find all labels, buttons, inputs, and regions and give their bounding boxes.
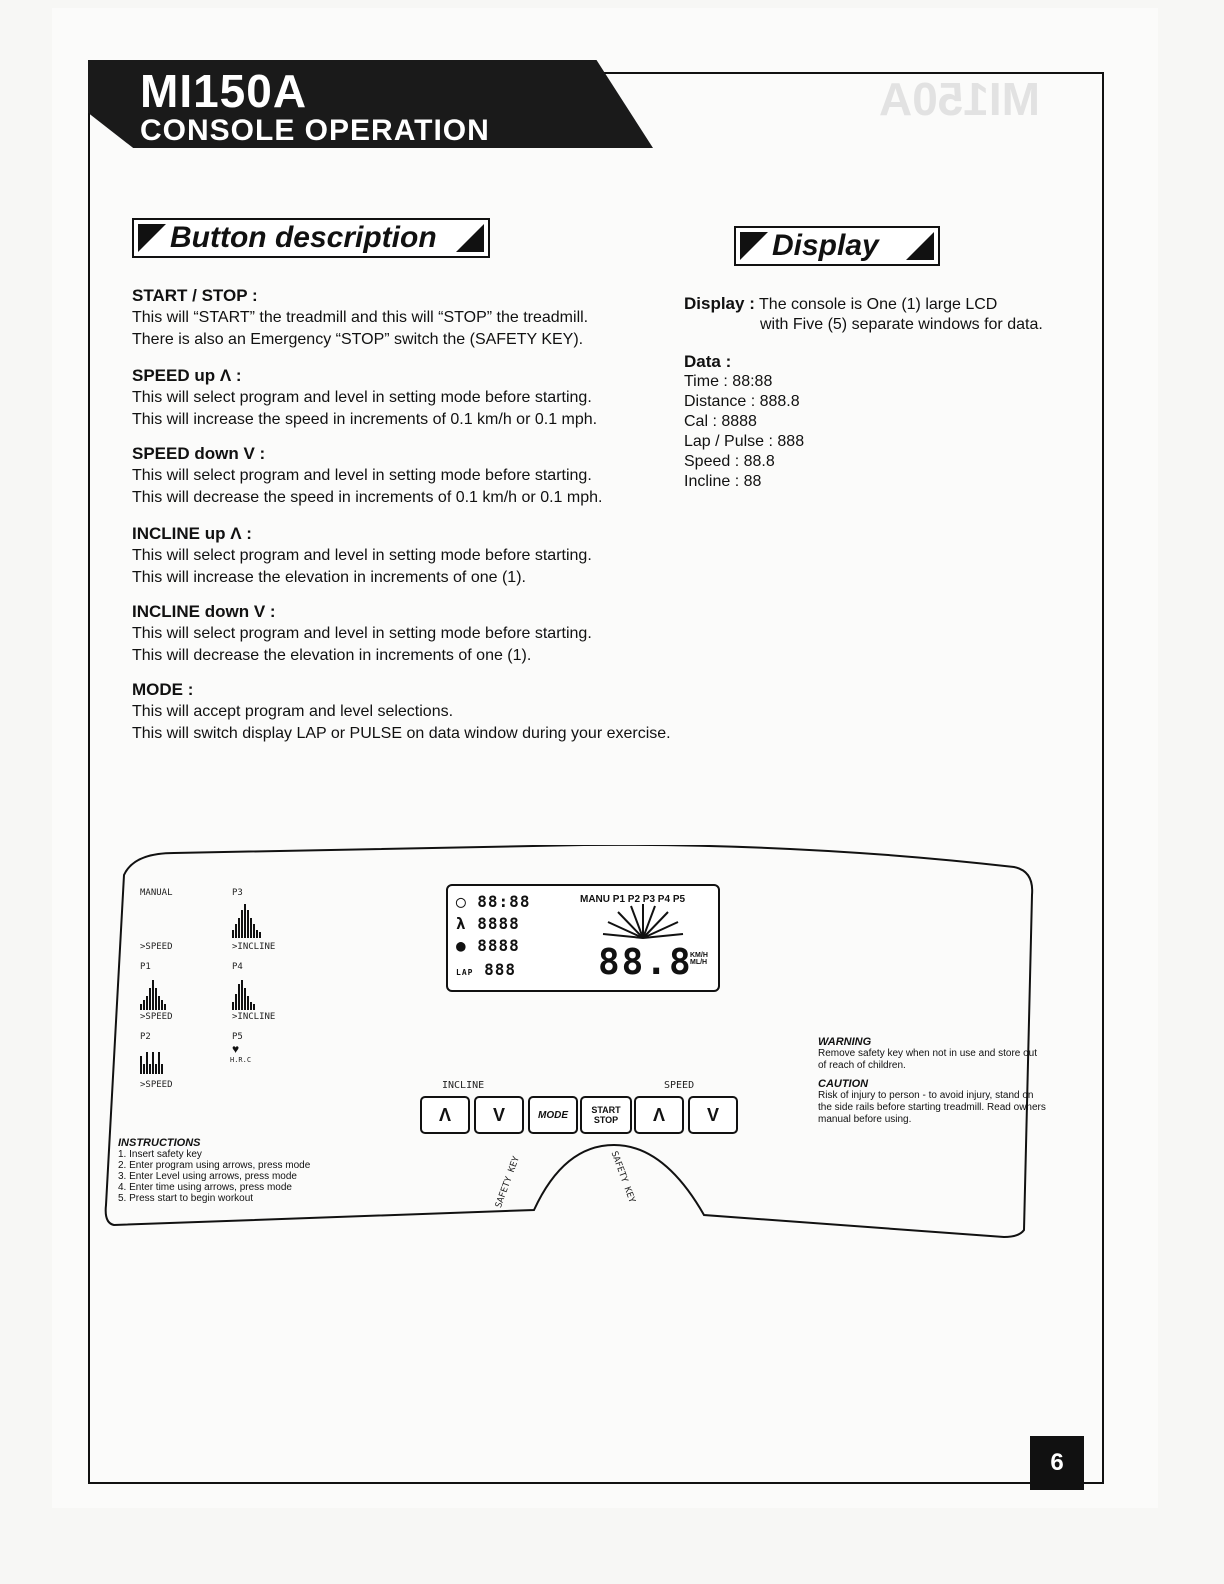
data-item: Incline : 88 bbox=[684, 473, 762, 490]
p3-label: P3 bbox=[232, 888, 243, 898]
display-line: with Five (5) separate windows for data. bbox=[760, 316, 1043, 333]
lcd-speed: 88.8 bbox=[598, 942, 693, 983]
incline-down-button[interactable]: V bbox=[474, 1096, 524, 1134]
triangle-right-icon bbox=[456, 224, 484, 252]
desc-title: SPEED up Λ : bbox=[132, 366, 242, 385]
caution-text: Risk of injury to person - to avoid injury, stand on the side rails before starting treadmill. Read owners manual before using. bbox=[818, 1090, 1046, 1125]
calorie-icon: ● bbox=[456, 936, 467, 955]
display-heading bbox=[734, 226, 940, 266]
desc-line: This will select program and level in setting mode before starting. bbox=[132, 547, 592, 564]
desc-line: There is also an Emergency “STOP” switch the (SAFETY KEY). bbox=[132, 331, 584, 348]
data-list bbox=[684, 352, 804, 492]
heart-icon: ♥ bbox=[232, 1042, 240, 1056]
incline-key-label: INCLINE bbox=[442, 1080, 485, 1091]
speed-profile-label: >SPEED bbox=[140, 1080, 173, 1090]
desc-title: START / STOP : bbox=[132, 286, 258, 305]
lcd-calories: 8888 bbox=[477, 936, 520, 955]
p4-label: P4 bbox=[232, 962, 243, 972]
p5-label: P5 bbox=[232, 1032, 243, 1042]
start-stop-desc bbox=[132, 286, 672, 350]
p1-profile bbox=[140, 980, 167, 1012]
speed-profile-label: >SPEED bbox=[140, 1012, 173, 1022]
heading-text: Display bbox=[772, 229, 879, 262]
speed-up-button[interactable]: Λ bbox=[634, 1096, 684, 1134]
desc-line: This will decrease the elevation in increments of one (1). bbox=[132, 647, 532, 664]
lcd-distance: 8888 bbox=[477, 914, 520, 933]
triangle-right-icon bbox=[906, 232, 934, 260]
desc-line: This will select program and level in setting mode before starting. bbox=[132, 467, 592, 484]
model-title: MI150A bbox=[140, 65, 308, 117]
speed-profile-label: >SPEED bbox=[140, 942, 173, 952]
speed-key-label: SPEED bbox=[664, 1080, 695, 1091]
desc-title: INCLINE up Λ : bbox=[132, 524, 252, 543]
page-number: 6 bbox=[1030, 1436, 1084, 1490]
speed-up-desc bbox=[132, 366, 672, 430]
p3-profile bbox=[232, 904, 262, 944]
caution-title: CAUTION bbox=[818, 1078, 869, 1090]
button-description-heading bbox=[132, 218, 490, 258]
clock-icon: ◯ bbox=[456, 892, 467, 911]
instruction-item: 4. Enter time using arrows, press mode bbox=[118, 1182, 292, 1193]
lap-label: LAP bbox=[456, 968, 474, 977]
desc-line: This will increase the speed in increments of 0.1 km/h or 0.1 mph. bbox=[132, 411, 598, 428]
speed-down-desc bbox=[132, 444, 672, 508]
p2-profile bbox=[140, 1052, 164, 1078]
incline-down-desc bbox=[132, 602, 672, 666]
instructions-block bbox=[118, 1138, 310, 1204]
section-title: CONSOLE OPERATION bbox=[140, 114, 490, 147]
manual-label: MANUAL bbox=[140, 888, 173, 898]
unit-label: KM/H ML/H bbox=[690, 952, 708, 966]
lcd-screen bbox=[446, 884, 720, 992]
warning-block bbox=[818, 1036, 1048, 1072]
instruction-item: 2. Enter program using arrows, press mode bbox=[118, 1160, 311, 1171]
triangle-left-icon bbox=[740, 232, 768, 260]
desc-line: This will select program and level in setting mode before starting. bbox=[132, 389, 592, 406]
incline-up-desc bbox=[132, 524, 672, 588]
desc-title: SPEED down V : bbox=[132, 444, 266, 463]
mode-button[interactable]: MODE bbox=[528, 1096, 578, 1134]
lcd-time: 88:88 bbox=[477, 892, 531, 911]
data-label: Data : bbox=[684, 352, 732, 371]
data-item: Speed : 88.8 bbox=[684, 453, 775, 470]
desc-line: This will “START” the treadmill and this will “STOP” the treadmill. bbox=[132, 309, 589, 326]
start-stop-button[interactable] bbox=[580, 1096, 632, 1134]
speed-down-button[interactable]: V bbox=[688, 1096, 738, 1134]
desc-line: This will decrease the speed in increments of 0.1 km/h or 0.1 mph. bbox=[132, 489, 603, 506]
mode-desc bbox=[132, 680, 692, 744]
p1-label: P1 bbox=[140, 962, 151, 972]
desc-line: This will increase the elevation in increments of one (1). bbox=[132, 569, 526, 586]
sunburst-icon bbox=[598, 904, 688, 940]
runner-icon: λ bbox=[456, 914, 467, 933]
stop-label: STOP bbox=[593, 1115, 619, 1125]
caution-block bbox=[818, 1078, 1048, 1126]
start-label: START bbox=[591, 1105, 621, 1115]
data-item: Distance : 888.8 bbox=[684, 393, 800, 410]
data-item: Time : 88:88 bbox=[684, 373, 773, 390]
incline-profile-label: >INCLINE bbox=[232, 942, 276, 952]
desc-title: MODE : bbox=[132, 680, 194, 699]
display-desc bbox=[684, 294, 1064, 335]
instruction-item: 3. Enter Level using arrows, press mode bbox=[118, 1171, 297, 1182]
desc-title: INCLINE down V : bbox=[132, 602, 276, 621]
p2-label: P2 bbox=[140, 1032, 151, 1042]
instruction-item: 5. Press start to begin workout bbox=[118, 1193, 254, 1204]
display-label: Display : bbox=[684, 294, 755, 313]
instructions-title: INSTRUCTIONS bbox=[118, 1137, 201, 1149]
safety-key-label-right: SAFETY KEY bbox=[608, 1150, 637, 1205]
safety-key-label-left: SAFETY KEY bbox=[494, 1155, 522, 1210]
data-item: Lap / Pulse : 888 bbox=[684, 433, 805, 450]
triangle-left-icon bbox=[138, 224, 166, 252]
ghost-bleedthrough: MI150A bbox=[878, 73, 1040, 125]
p4-profile bbox=[232, 980, 256, 1012]
incline-profile-label: >INCLINE bbox=[232, 1012, 276, 1022]
display-line: The console is One (1) large LCD bbox=[759, 296, 998, 313]
program-indicators: MANU P1 P2 P3 P4 P5 bbox=[580, 894, 686, 905]
incline-up-button[interactable]: Λ bbox=[420, 1096, 470, 1134]
page-frame bbox=[88, 72, 1104, 1484]
heading-text: Button description bbox=[170, 221, 437, 254]
warning-title: WARNING bbox=[818, 1036, 872, 1048]
data-item: Cal : 8888 bbox=[684, 413, 757, 430]
desc-line: This will accept program and level selections. bbox=[132, 703, 454, 720]
lcd-lap: 888 bbox=[484, 960, 516, 979]
instruction-item: 1. Insert safety key bbox=[118, 1149, 202, 1160]
hrc-label: H.R.C bbox=[230, 1056, 252, 1064]
warning-text: Remove safety key when not in use and store out of reach of children. bbox=[818, 1048, 1038, 1071]
desc-line: This will select program and level in setting mode before starting. bbox=[132, 625, 592, 642]
desc-line: This will switch display LAP or PULSE on data window during your exercise. bbox=[132, 725, 671, 742]
